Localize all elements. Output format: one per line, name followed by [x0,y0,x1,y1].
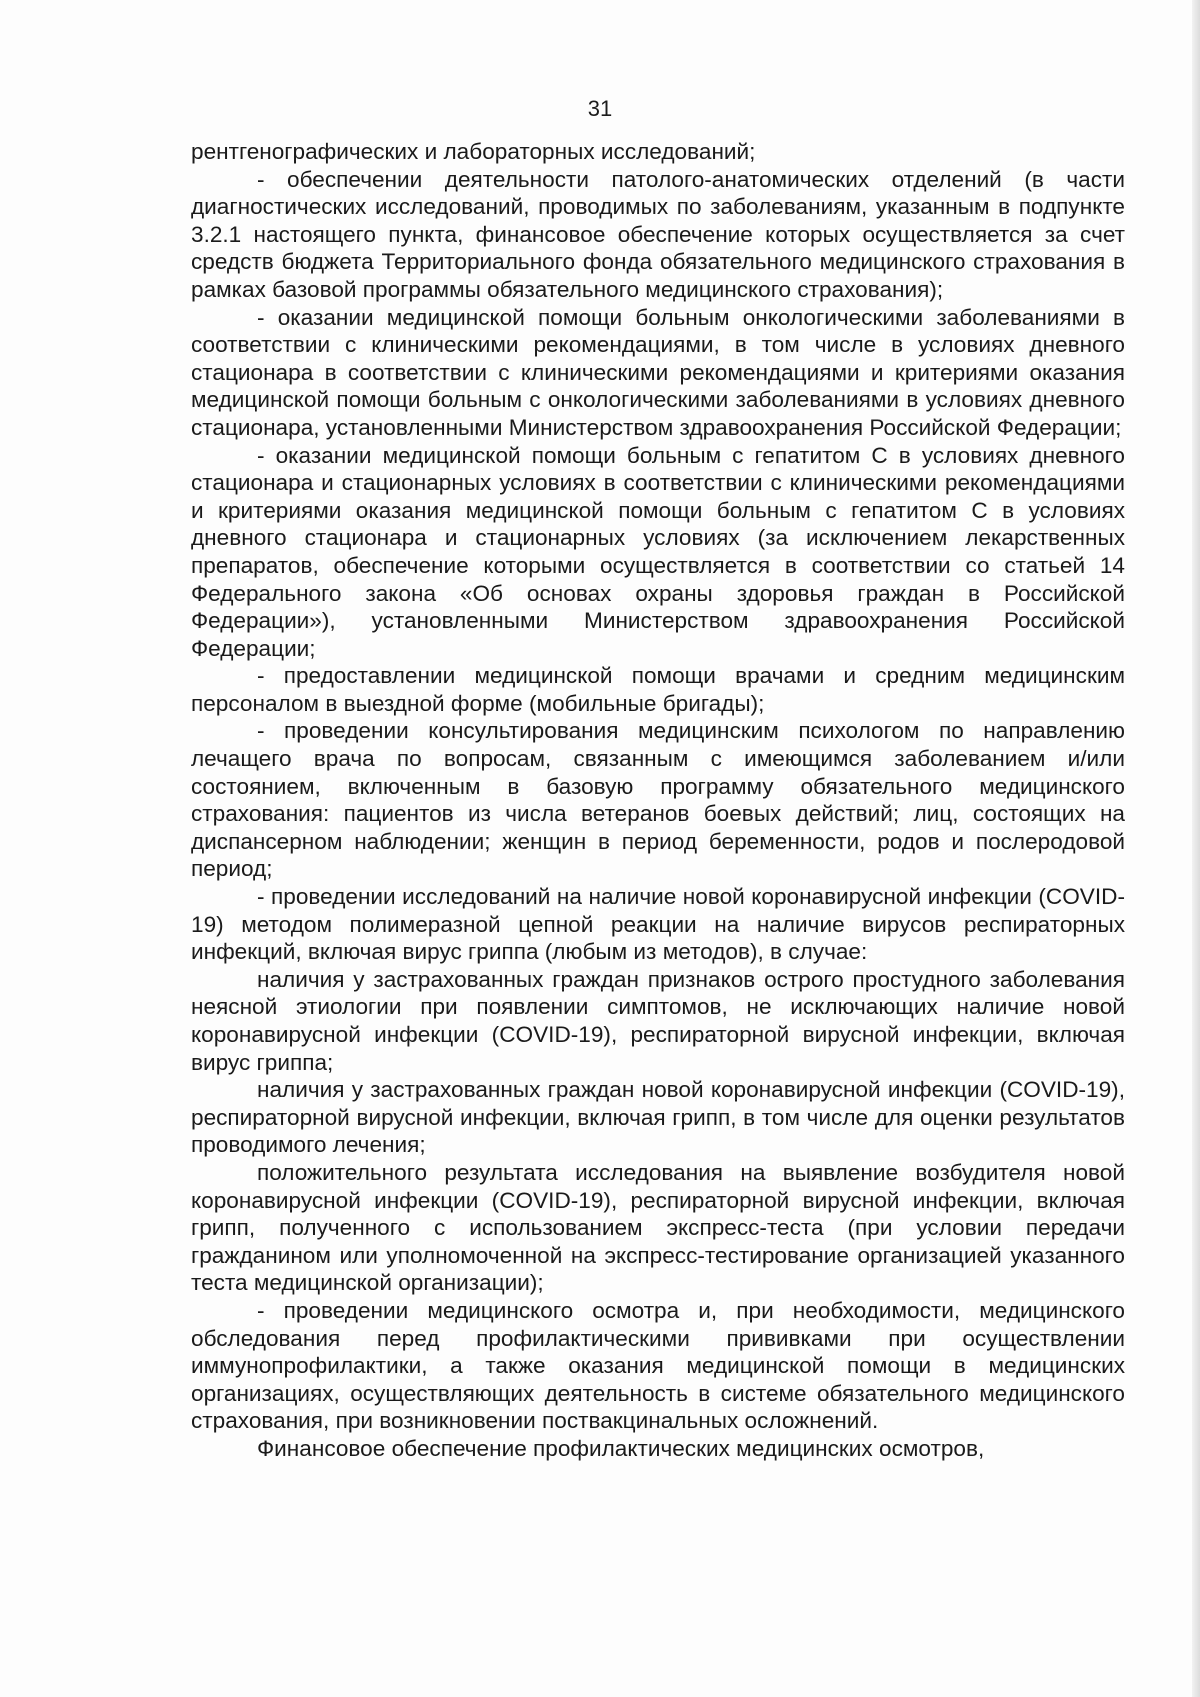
sub-item-express-test: положительного результата исследования на выявление возбудителя новой коронавирусной инфекции (COVID-19), респираторной вирусной инфекции, включая грипп, полученного с использованием экспресс-теста (при условии передачи гражданином или уполномоченной на экспресс-тестирование организацией указанного теста медицинской организации); [191,1159,1125,1296]
list-item-oncology: - оказании медицинской помощи больным онкологическими заболеваниями в соответствии с клиническими рекомендациями, в том числе в условиях дневного стационара в соответствии с клиническими рекомендациями и критериями оказания медицинской помощи больным с онкологическими заболеваниями в условиях дневного стационара, установленными Министерством здравоохранения Российской Федерации; [191,304,1125,440]
sub-item-symptoms: наличия у застрахованных граждан признаков острого простудного заболевания неясной этиологии при появлении симптомов, не исключающих наличие новой коронавирусной инфекции (COVID-19), респираторной вирусной инфекции, включая вирус гриппа; [191,966,1125,1075]
scan-edge [1192,0,1200,1697]
paragraph-continuation: рентгенографических и лабораторных исследований; [191,139,756,164]
document-body [191,138,1125,1463]
list-item-mobile-teams: - предоставлении медицинской помощи врачами и средним медицинским персоналом в выездной форме (мобильные бригады); [191,663,1125,716]
sub-item-infection: наличия у застрахованных граждан новой коронавирусной инфекции (COVID-19), респираторной вирусной инфекции, включая грипп, в том числе для оценки результатов проводимого лечения; [191,1077,1125,1158]
list-item-pathology: - обеспечении деятельности патолого-анатомических отделений (в части диагностических исследований, проводимых по заболеваниям, указанным в подпункте 3.2.1 настоящего пункта, финансовое обеспечение которых осуществляется за счет средств бюджета Территориального фонда обязательного медицинского страхования в рамках базовой программы обязательного медицинского страхования); [191,166,1125,302]
list-item-covid-tests: - проведении исследований на наличие новой коронавирусной инфекции (COVID-19) методом полимеразной цепной реакции на наличие вирусов респираторных инфекций, включая вирус гриппа (любым из методов), в случае: [191,884,1125,965]
list-item-psychologist: - проведении консультирования медицинским психологом по направлению лечащего врача по вопросам, связанным с имеющимся заболеванием и/или состоянием, включенным в базовую программу обязательного медицинского страхования: пациентов из числа ветеранов боевых действий; лиц, состоящих на диспансерном наблюдении; женщин в период беременности, родов и послеродовой период; [191,718,1125,882]
page-number: 31 [587,96,613,121]
list-item-hepatitis: - оказании медицинской помощи больным с гепатитом С в условиях дневного стационара и стационарных условиях в соответствии с клиническими рекомендациями и критериями оказания медицинской помощи больным с гепатитом С в условиях дневного стационара и стационарных условиях (за исключением лекарственных препаратов, обеспечение которыми осуществляется в соответствии со статьей 14 Федерального закона «Об основах охраны здоровья граждан в Российской Федерации»), установленными Министерством здравоохранения Российской Федерации; [191,442,1125,661]
paragraph-financing: Финансовое обеспечение профилактических медицинских осмотров, [257,1435,985,1461]
list-item-vaccination: - проведении медицинского осмотра и, при необходимости, медицинского обследования перед профилактическими прививками при осуществлении иммунопрофилактики, а также оказания медицинской помощи в медицинских организациях, осуществляющих деятельность в системе обязательного медицинского страхования, при возникновении поствакцинальных осложнений. [191,1297,1125,1434]
